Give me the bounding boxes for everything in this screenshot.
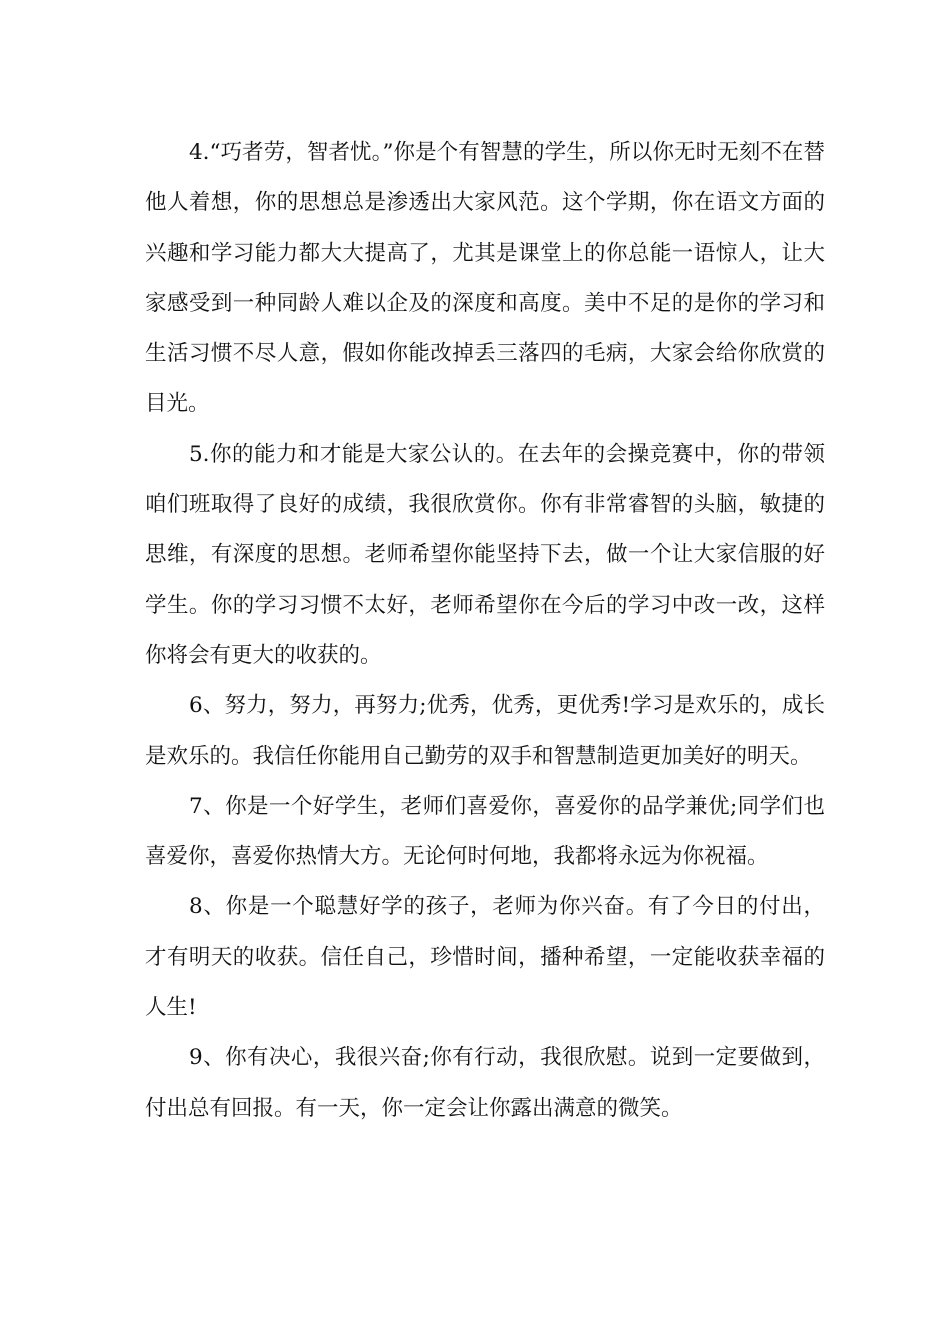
paragraph-8: 8、你是一个聪慧好学的孩子，老师为你兴奋。有了今日的付出，才有明天的收获。信任自己，珍惜时间，播种希望，一定能收获幸福的人生! [145, 894, 825, 1021]
paragraph-7: 7、你是一个好学生，老师们喜爱你，喜爱你的品学兼优;同学们也喜爱你，喜爱你热情大方。无论何时何地，我都将永远为你祝福。 [145, 793, 825, 870]
paragraph-6: 6、努力，努力，再努力;优秀，优秀，更优秀!学习是欢乐的，成长是欢乐的。我信任你能用自己勤劳的双手和智慧制造更加美好的明天。 [145, 693, 825, 769]
document-body [145, 128, 825, 1134]
paragraph-9: 9、你有决心，我很兴奋;你有行动，我很欣慰。说到一定要做到，付出总有回报。有一天，你一定会让你露出满意的微笑。 [145, 1045, 825, 1121]
paragraph-5: 5.你的能力和才能是大家公认的。在去年的会操竞赛中，你的带领咱们班取得了良好的成绩，我很欣赏你。你有非常睿智的头脑，敏捷的思维，有深度的思想。老师希望你能坚持下去，做一个让大家信服的好学生。你的学习习惯不太好，老师希望你在今后的学习中改一改，这样你将会有更大的收获的。 [145, 441, 825, 668]
paragraph-4: 4.“巧者劳，智者忧。”你是个有智慧的学生，所以你无时无刻不在替他人着想，你的思想总是渗透出大家风范。这个学期，你在语文方面的兴趣和学习能力都大大提高了，尤其是课堂上的你总能一语惊人，让大家感受到一种同龄人难以企及的深度和高度。美中不足的是你的学习和生活习惯不尽人意，假如你能改掉丢三落四的毛病，大家会给你欣赏的目光。 [145, 140, 825, 417]
